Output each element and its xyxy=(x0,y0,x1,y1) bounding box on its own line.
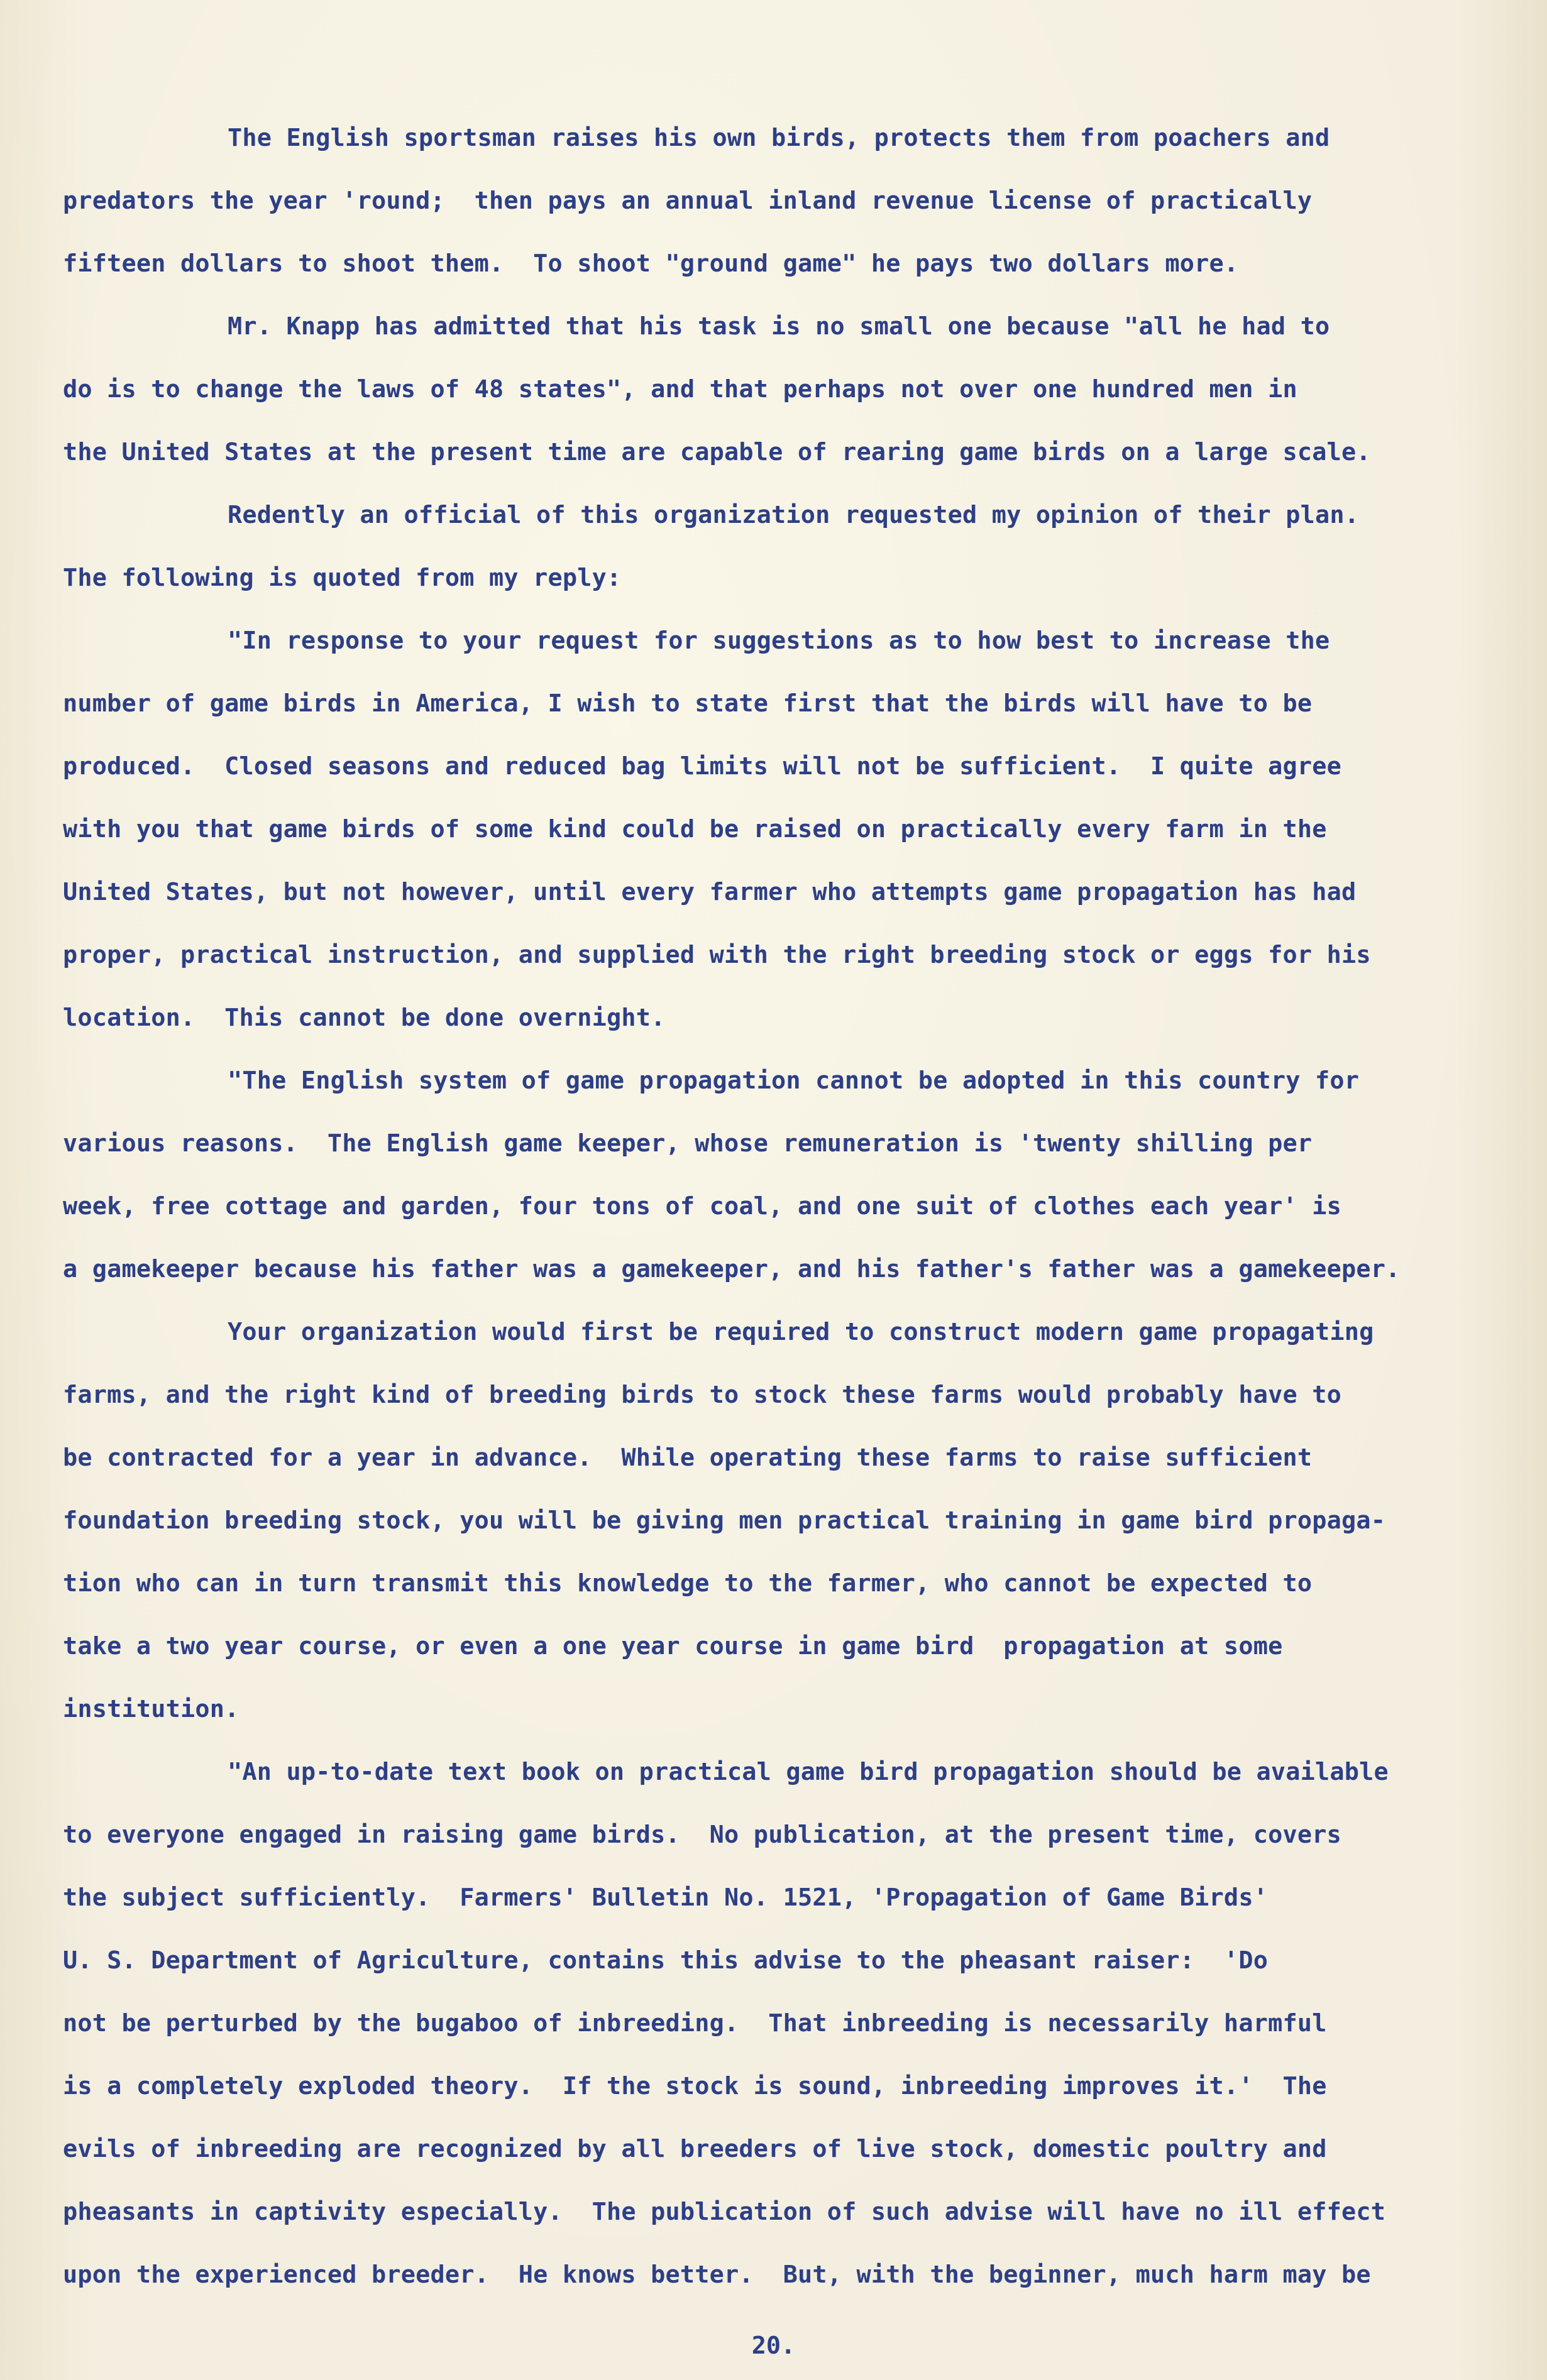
text-line: "The English system of game propagation cannot be adopted in this country for xyxy=(228,1067,1360,1095)
text-line: fifteen dollars to shoot them. To shoot "ground game" he pays two dollars more. xyxy=(63,250,1239,278)
text-line: the subject sufficiently. Farmers' Bulletin No. 1521, 'Propagation of Game Birds' xyxy=(63,1884,1269,1912)
text-line: United States, but not however, until every farmer who attempts game propagation has had xyxy=(63,878,1357,906)
text-line: pheasants in captivity especially. The publication of such advise will have no ill effect xyxy=(63,2198,1386,2226)
text-line: "In response to your request for suggestions as to how best to increase the xyxy=(228,627,1330,655)
text-line: various reasons. The English game keeper, whose remuneration is 'twenty shilling per xyxy=(63,1129,1313,1158)
text-line: Redently an official of this organization requested my opinion of their plan. xyxy=(228,501,1360,529)
text-line: week, free cottage and garden, four tons of coal, and one suit of clothes each year' is xyxy=(63,1192,1341,1220)
text-line: do is to change the laws of 48 states", and that perhaps not over one hundred men in xyxy=(63,375,1297,403)
text-line: Mr. Knapp has admitted that his task is no small one because "all he had to xyxy=(228,312,1330,341)
text-line: take a two year course, or even a one year course in game bird propagation at some xyxy=(63,1632,1283,1660)
text-line: evils of inbreeding are recognized by all breeders of live stock, domestic poultry and xyxy=(63,2135,1327,2163)
text-line: "An up-to-date text book on practical game bird propagation should be available xyxy=(228,1758,1389,1786)
text-line: institution. xyxy=(63,1695,239,1723)
text-line: farms, and the right kind of breeding birds to stock these farms would probably have to xyxy=(63,1381,1341,1409)
text-line: proper, practical instruction, and supplied with the right breeding stock or eggs for his xyxy=(63,941,1371,969)
text-line: upon the experienced breeder. He knows better. But, with the beginner, much harm may be xyxy=(63,2261,1371,2289)
text-line: the United States at the present time are capable of rearing game birds on a large scale. xyxy=(63,438,1371,466)
text-line: number of game birds in America, I wish to state first that the birds will have to be xyxy=(63,689,1313,718)
text-line: with you that game birds of some kind could be raised on practically every farm in the xyxy=(63,815,1327,843)
text-line: The following is quoted from my reply: xyxy=(63,564,622,592)
text-line: not be perturbed by the bugaboo of inbreeding. That inbreeding is necessarily harmful xyxy=(63,2009,1327,2037)
text-line: tion who can in turn transmit this knowledge to the farmer, who cannot be expected to xyxy=(63,1569,1313,1598)
text-line: produced. Closed seasons and reduced bag limits will not be sufficient. I quite agree xyxy=(63,752,1341,781)
text-line: a gamekeeper because his father was a gamekeeper, and his father's father was a gamekeeper. xyxy=(63,1255,1401,1283)
text-line: The English sportsman raises his own birds, protects them from poachers and xyxy=(228,124,1330,152)
text-line: U. S. Department of Agriculture, contains this advise to the pheasant raiser: 'Do xyxy=(63,1946,1269,1975)
text-line: be contracted for a year in advance. While operating these farms to raise sufficient xyxy=(63,1444,1313,1472)
page-number: 20. xyxy=(751,2332,796,2360)
text-line: to everyone engaged in raising game birds. No publication, at the present time, covers xyxy=(63,1821,1341,1849)
text-line: location. This cannot be done overnight. xyxy=(63,1004,666,1032)
text-line: foundation breeding stock, you will be giving men practical training in game bird propaga- xyxy=(63,1506,1386,1535)
document-body xyxy=(63,107,1484,2306)
text-line: is a completely exploded theory. If the stock is sound, inbreeding improves it.' The xyxy=(63,2072,1327,2100)
text-line: Your organization would first be required to construct modern game propagating xyxy=(228,1318,1374,1346)
text-line: predators the year 'round; then pays an annual inland revenue license of practically xyxy=(63,187,1313,215)
